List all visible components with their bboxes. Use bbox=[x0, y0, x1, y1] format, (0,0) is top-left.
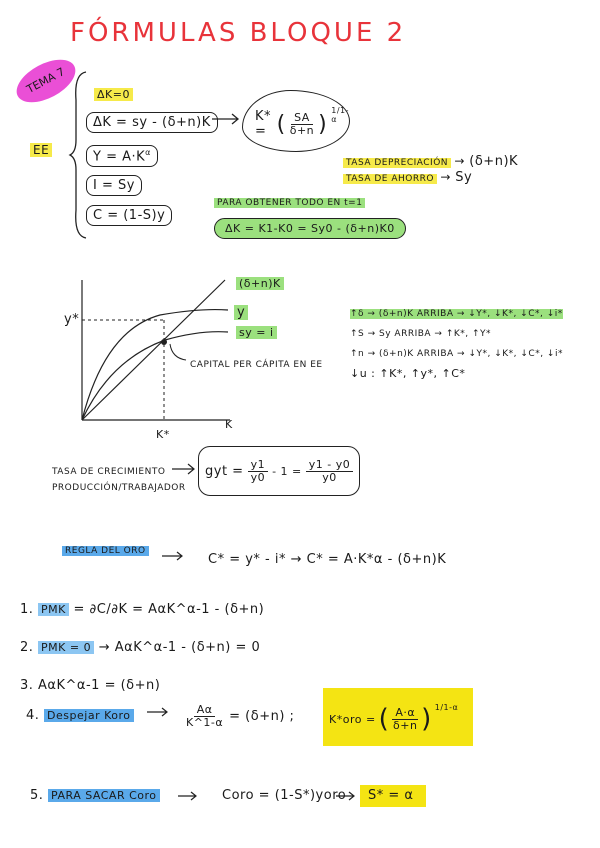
step5-result-box bbox=[360, 785, 426, 807]
step4-num: 4. bbox=[26, 708, 40, 723]
steady-state-point bbox=[161, 339, 167, 345]
step4-eq-rhs: = (δ+n) ; bbox=[229, 708, 295, 724]
capital-per-capita-label: CAPITAL PER CÁPITA EN EE bbox=[190, 360, 323, 370]
eq-delta-k: ΔK = sy - (δ+n)K bbox=[86, 112, 218, 133]
koro-num: A·α bbox=[392, 707, 418, 720]
graph-kstar: K* bbox=[156, 428, 170, 441]
delta-k-t1-eq: ΔK = K1-K0 = Sy0 - (δ+n)K0 bbox=[214, 218, 406, 239]
step1-eq: = ∂C/∂K = AαK^α-1 - (δ+n) bbox=[73, 602, 265, 617]
step3: 3. AαK^α-1 = (δ+n) bbox=[20, 678, 161, 693]
regla-oro-eq: C* = y* - i* → C* = A·K*α - (δ+n)K bbox=[208, 552, 447, 567]
para-obtener-label: PARA OBTENER TODO EN t=1 bbox=[214, 198, 365, 208]
arrow-icon bbox=[170, 462, 198, 476]
eq-investment: I = Sy bbox=[86, 175, 142, 196]
step5 bbox=[30, 788, 160, 803]
solow-graph bbox=[60, 270, 260, 440]
kstar-den: δ+n bbox=[289, 123, 315, 137]
tasa-ahorro-row: TASA DE AHORRO → Sy bbox=[343, 170, 472, 185]
step2-label: PMK = 0 bbox=[38, 641, 94, 654]
depreciation-line bbox=[82, 280, 225, 420]
step1-label: PMK bbox=[38, 603, 69, 616]
page-title: FÓRMULAS BLOQUE 2 bbox=[70, 18, 407, 48]
curved-arrow-icon bbox=[168, 342, 190, 364]
koro-lhs: K*oro = bbox=[329, 712, 376, 726]
effect-text: ↓u : ↑K*, ↑y*, ↑C* bbox=[350, 367, 466, 380]
graph-sy-label: sy = i bbox=[236, 326, 277, 339]
graph-y-label: y bbox=[234, 305, 248, 320]
arrow-icon bbox=[334, 790, 358, 802]
koro-exp: 1/1-α bbox=[434, 702, 459, 712]
step4-eq-den: K^1-α bbox=[186, 715, 224, 729]
tasa-dep-label: TASA DEPRECIACIÓN bbox=[343, 158, 451, 168]
step4-label: Despejar Koro bbox=[44, 709, 133, 722]
gy-f1-num: y1 bbox=[248, 459, 269, 472]
step5-label: PARA SACAR Coro bbox=[48, 789, 159, 802]
regla-oro-label: REGLA DEL ORO bbox=[62, 546, 149, 556]
savings-curve bbox=[82, 332, 228, 420]
arrow-icon bbox=[176, 790, 200, 802]
tasa-dep-value: (δ+n)K bbox=[469, 154, 519, 169]
arrow-icon bbox=[210, 112, 242, 126]
step4 bbox=[26, 708, 134, 723]
tasa-crec-line2: PRODUCCIÓN/TRABAJADOR bbox=[52, 483, 186, 493]
gy-f2-num: y1 - y0 bbox=[306, 459, 353, 472]
effects-list bbox=[350, 304, 563, 384]
effect-u bbox=[350, 364, 563, 384]
step2-num: 2. bbox=[20, 640, 34, 655]
growth-rate-box bbox=[198, 446, 360, 496]
eq-production bbox=[86, 145, 158, 167]
kstar-cloud: K* = ( $\frac{SA}{\delta+n}$ ) $^{1/1-\alpha}$ bbox=[242, 90, 350, 152]
graph-k-axis: K bbox=[225, 418, 233, 431]
effect-s bbox=[350, 324, 563, 344]
kstar-lhs: K* = bbox=[255, 109, 272, 139]
tasa-ahorro-value: Sy bbox=[455, 170, 473, 185]
effect-text: ↑n → (δ+n)K ARRIBA → ↓Y*, ↓K*, ↓C*, ↓i* bbox=[350, 349, 563, 359]
kstar-num: SA bbox=[291, 112, 313, 125]
step5-num: 5. bbox=[30, 788, 44, 803]
gy-f1-den: y0 bbox=[250, 470, 266, 484]
step1-num: 1. bbox=[20, 602, 34, 617]
gy-lhs: gyt = bbox=[205, 463, 244, 479]
step4-eq-num: Aα bbox=[194, 704, 216, 717]
tasa-ahorro-label: TASA DE AHORRO bbox=[343, 174, 437, 184]
tema-badge: TEMA 7 bbox=[10, 51, 82, 111]
step1 bbox=[20, 602, 264, 617]
step4-eq bbox=[186, 704, 294, 728]
graph-line-label: (δ+n)K bbox=[236, 277, 284, 290]
eq-delta-k-zero: ΔK=0 bbox=[94, 88, 133, 101]
effect-n bbox=[350, 344, 563, 364]
effect-text: ↑S → Sy ARRIBA → ↑K*, ↑Y* bbox=[350, 329, 492, 339]
kstar-exp: 1/1-α bbox=[331, 106, 349, 124]
tasa-crecimiento-label bbox=[52, 464, 186, 496]
gy-f2-den: y0 bbox=[322, 470, 337, 484]
effect-delta bbox=[350, 304, 563, 324]
arrow-icon bbox=[160, 550, 186, 562]
step5-eq: Coro = (1-S*)yoro bbox=[222, 788, 347, 803]
eq-production-text: Y = A·K bbox=[93, 149, 146, 165]
ee-label: EE bbox=[30, 143, 52, 157]
step2-eq: → AαK^α-1 - (δ+n) = 0 bbox=[98, 640, 261, 655]
tasa-crec-line1: TASA DE CRECIMIENTO bbox=[52, 467, 166, 477]
eq-production-exp: α bbox=[145, 148, 151, 157]
step2 bbox=[20, 640, 260, 655]
koro-den: δ+n bbox=[393, 718, 418, 732]
tasa-dep-row: TASA DEPRECIACIÓN → (δ+n)K bbox=[343, 154, 518, 169]
step5-result: S* = α bbox=[368, 788, 414, 803]
gy-mid: - 1 = bbox=[272, 464, 302, 478]
koro-box: K*oro = ( $\frac{A\cdot\alpha}{\delta+n}$ ) $^{1/1-\alpha}$ bbox=[323, 688, 473, 746]
graph-ystar-axis: y* bbox=[64, 312, 80, 327]
effect-text: ↑δ → (δ+n)K ARRIBA → ↓Y*, ↓K*, ↓C*, ↓i* bbox=[350, 309, 563, 319]
eq-consumption: C = (1-S)y bbox=[86, 205, 172, 226]
arrow-icon bbox=[145, 706, 171, 718]
